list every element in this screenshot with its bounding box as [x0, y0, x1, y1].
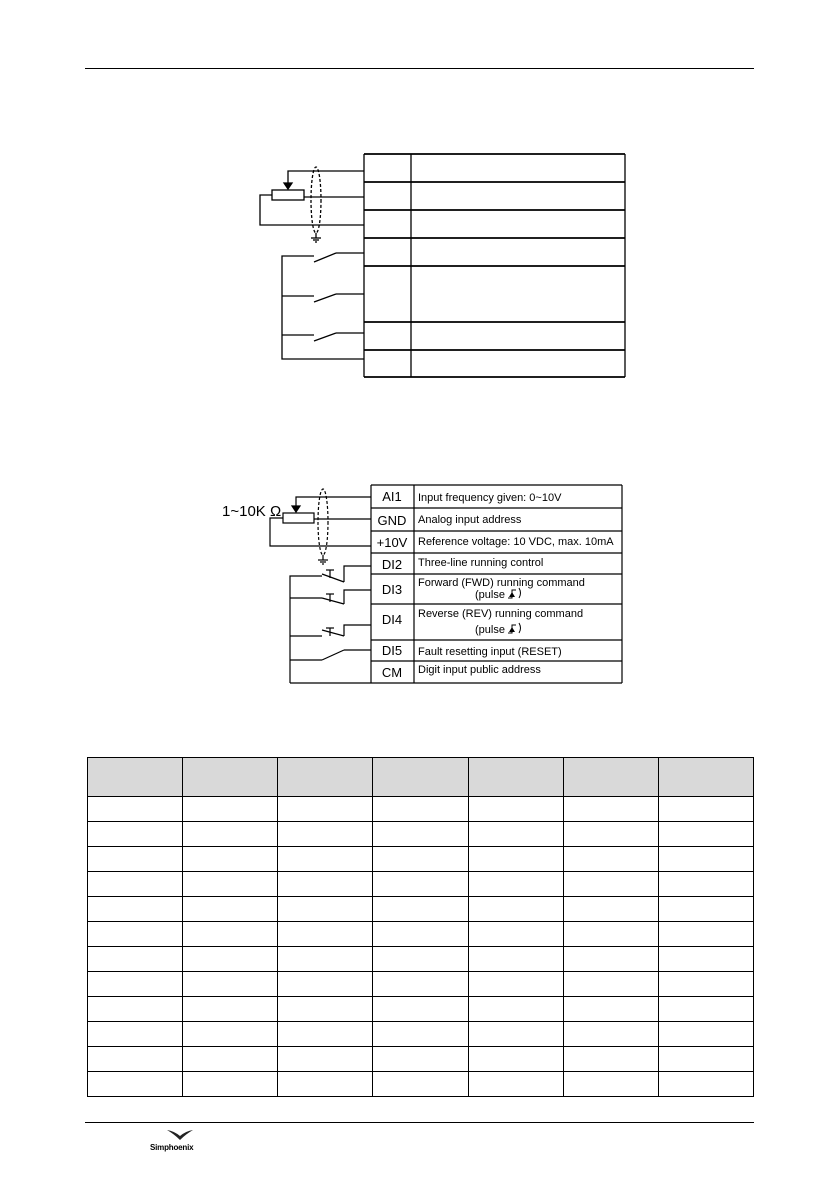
table-cell — [563, 872, 658, 897]
table-cell — [278, 897, 373, 922]
desc-di2: Three-line running control — [418, 557, 544, 569]
table-row — [88, 972, 754, 997]
terminal-gnd: GND — [377, 513, 407, 528]
table-cell — [468, 897, 563, 922]
table-cell — [373, 822, 468, 847]
table-cell — [468, 797, 563, 822]
terminal-cm: CM — [381, 665, 403, 680]
table-cell — [563, 847, 658, 872]
table-cell — [88, 822, 183, 847]
table-cell — [468, 997, 563, 1022]
table-cell — [183, 997, 278, 1022]
table-cell — [563, 972, 658, 997]
table-cell — [278, 1047, 373, 1072]
table-cell — [373, 1022, 468, 1047]
table-cell — [468, 1072, 563, 1097]
table-cell — [658, 797, 753, 822]
table-cell — [658, 947, 753, 972]
table-cell — [658, 1047, 753, 1072]
header-rule — [85, 68, 754, 69]
table-cell — [278, 947, 373, 972]
terminal-di3: DI3 — [381, 582, 403, 597]
header-cell — [468, 758, 563, 797]
table-cell — [88, 972, 183, 997]
table-cell — [278, 972, 373, 997]
table-cell — [468, 872, 563, 897]
table-cell — [88, 847, 183, 872]
resistor-label: 1~10K Ω — [222, 503, 282, 520]
table-cell — [88, 872, 183, 897]
table-cell — [183, 1047, 278, 1072]
table-cell — [88, 1047, 183, 1072]
table-row — [88, 1072, 754, 1097]
table-cell — [468, 822, 563, 847]
table-row — [88, 1047, 754, 1072]
table-cell — [658, 1022, 753, 1047]
desc-di5: Fault resetting input (RESET) — [418, 646, 562, 658]
table-cell — [658, 872, 753, 897]
terminal-di4: DI4 — [381, 612, 403, 627]
footer-rule — [85, 1122, 754, 1123]
table-cell — [373, 847, 468, 872]
table-cell — [88, 997, 183, 1022]
table-cell — [183, 972, 278, 997]
pulse-rising-icon-2 — [508, 623, 521, 633]
empty-table — [87, 757, 754, 1097]
table-cell — [563, 797, 658, 822]
table-cell — [278, 997, 373, 1022]
table-cell — [468, 1047, 563, 1072]
table-cell — [278, 822, 373, 847]
table-cell — [563, 1072, 658, 1097]
table-row — [88, 922, 754, 947]
table-cell — [88, 947, 183, 972]
table-cell — [373, 872, 468, 897]
table-row — [88, 847, 754, 872]
desc-gnd: Analog input address — [418, 514, 522, 526]
header-cell — [183, 758, 278, 797]
table-cell — [373, 922, 468, 947]
table-cell — [183, 1072, 278, 1097]
table-cell — [468, 922, 563, 947]
terminal-di2: DI2 — [381, 557, 403, 572]
table-cell — [563, 997, 658, 1022]
desc-di4-pulse: (pulse — [475, 624, 505, 636]
table-cell — [183, 922, 278, 947]
table-cell — [88, 1022, 183, 1047]
desc-10v: Reference voltage: 10 VDC, max. 10mA — [418, 536, 614, 548]
table-cell — [563, 1047, 658, 1072]
footer-logo — [150, 1128, 210, 1158]
table-cell — [88, 797, 183, 822]
table-cell — [183, 847, 278, 872]
table-cell — [658, 1072, 753, 1097]
table-row — [88, 822, 754, 847]
table-cell — [658, 972, 753, 997]
table-cell — [88, 922, 183, 947]
table-row — [88, 1022, 754, 1047]
table-cell — [563, 947, 658, 972]
header-cell — [373, 758, 468, 797]
table-cell — [278, 847, 373, 872]
terminal-ai1: AI1 — [382, 489, 402, 504]
wiring-diagram-blank — [0, 140, 839, 390]
table-cell — [88, 1072, 183, 1097]
desc-ai1: Input frequency given: 0~10V — [418, 492, 562, 504]
table-row — [88, 797, 754, 822]
table-cell — [373, 1072, 468, 1097]
table-cell — [278, 922, 373, 947]
table-cell — [563, 822, 658, 847]
table-cell — [468, 947, 563, 972]
desc-di4: Reverse (REV) running command — [418, 608, 584, 620]
table-cell — [658, 822, 753, 847]
table-cell — [468, 972, 563, 997]
header-cell — [88, 758, 183, 797]
table-row — [88, 947, 754, 972]
three-line-control-diagram — [0, 480, 839, 710]
table-cell — [183, 822, 278, 847]
table-cell — [278, 872, 373, 897]
table-cell — [468, 847, 563, 872]
table-cell — [373, 897, 468, 922]
table-cell — [373, 997, 468, 1022]
table-cell — [658, 997, 753, 1022]
terminal-di5: DI5 — [381, 643, 403, 658]
table-cell — [658, 847, 753, 872]
table-row — [88, 897, 754, 922]
terminal-10v: +10V — [376, 535, 408, 550]
table-row — [88, 997, 754, 1022]
logo-text: Simphoenix — [150, 1143, 194, 1152]
table-cell — [658, 897, 753, 922]
table-cell — [468, 1022, 563, 1047]
header-cell — [563, 758, 658, 797]
table-cell — [658, 922, 753, 947]
desc-di3-pulse: (pulse — [475, 589, 505, 601]
table-cell — [183, 797, 278, 822]
desc-cm: Digit input public address — [418, 664, 541, 676]
table-cell — [183, 1022, 278, 1047]
table-cell — [278, 797, 373, 822]
table-cell — [278, 1072, 373, 1097]
header-cell — [278, 758, 373, 797]
logo-icon — [165, 1128, 195, 1142]
table-cell — [278, 1022, 373, 1047]
table-cell — [183, 947, 278, 972]
table-body — [88, 797, 754, 1097]
table-cell — [183, 872, 278, 897]
table-cell — [373, 1047, 468, 1072]
desc-di3: Forward (FWD) running command — [418, 577, 585, 589]
pulse-rising-icon — [508, 588, 521, 598]
table-cell — [563, 1022, 658, 1047]
table-row — [88, 872, 754, 897]
table-cell — [183, 897, 278, 922]
table-cell — [373, 947, 468, 972]
table-header-row — [88, 758, 754, 797]
table-cell — [88, 897, 183, 922]
table-cell — [563, 922, 658, 947]
table-cell — [373, 797, 468, 822]
table-cell — [563, 897, 658, 922]
header-cell — [658, 758, 753, 797]
table-cell — [373, 972, 468, 997]
